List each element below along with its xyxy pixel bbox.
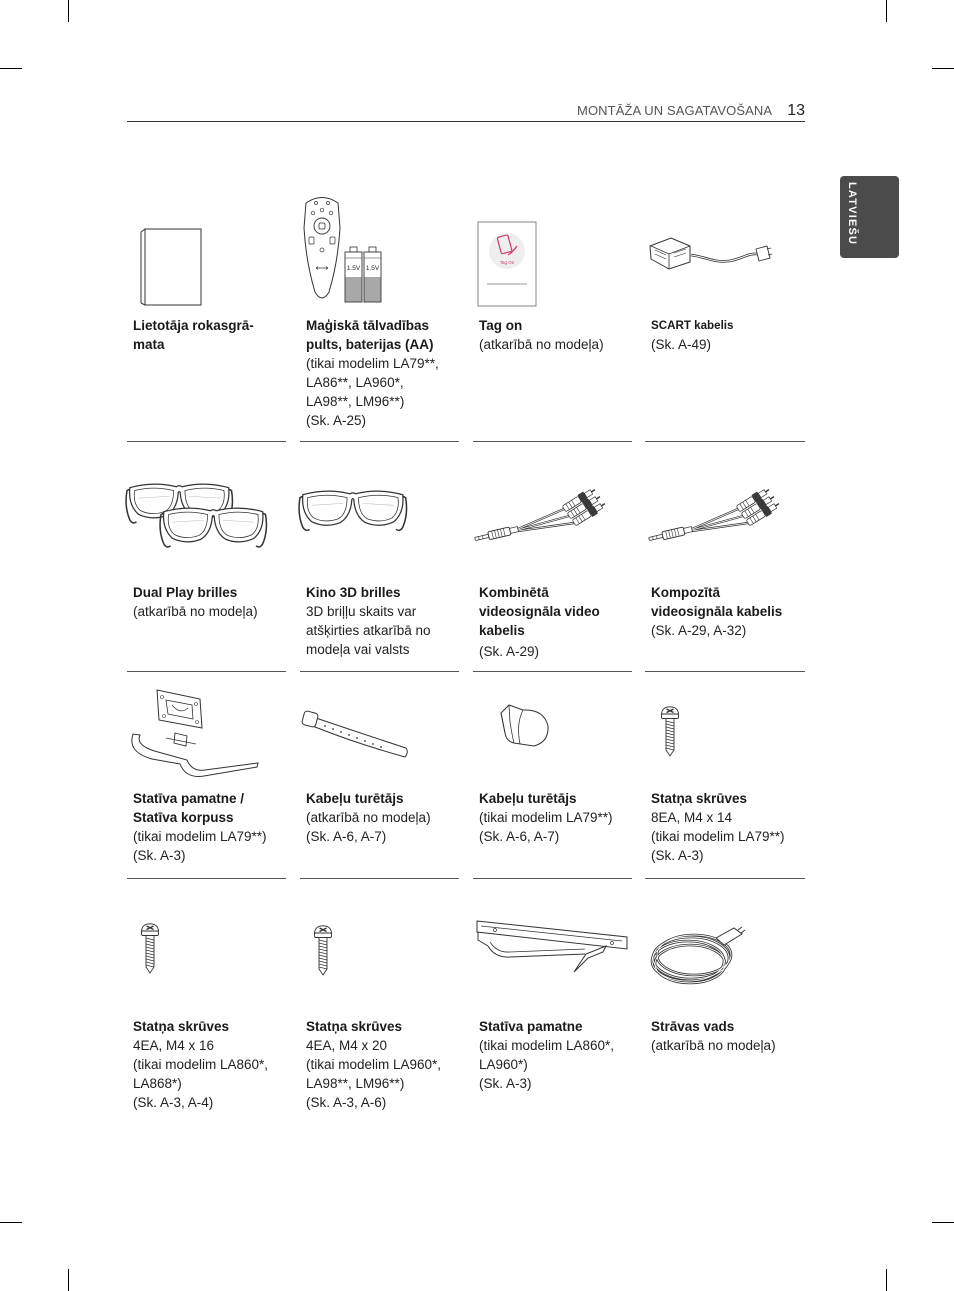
item-description: (tikai modelim LA79**) xyxy=(133,829,267,844)
battery-icon xyxy=(364,247,381,302)
item-title: mata xyxy=(133,337,165,352)
item-title: Dual Play brilles xyxy=(133,585,238,600)
item-title: Kino 3D brilles xyxy=(306,585,401,600)
cable-clip-icon xyxy=(501,705,548,746)
item-description: (Sk. A-3) xyxy=(651,848,704,863)
item-user-manual xyxy=(127,316,286,354)
item-title: Lietotāja rokasgrā- xyxy=(133,318,254,333)
item-description: (tikai modelim LA79**) xyxy=(479,810,613,825)
battery-icon xyxy=(345,247,362,302)
item-description: atšķirties atkarībā no xyxy=(306,623,431,638)
item-description: LA98**, LM96**) xyxy=(306,394,405,409)
item-title: Statīva pamatne / xyxy=(133,791,245,806)
item-magic-remote xyxy=(300,316,459,430)
item-description: (Sk. A-29) xyxy=(479,644,540,659)
glasses-icon xyxy=(160,508,266,547)
item-description: (tikai modelim LA79**, xyxy=(306,356,439,371)
screw-icon xyxy=(142,924,159,973)
item-title: SCART kabelis xyxy=(651,319,734,332)
item-description: 3D briļļu skaits var xyxy=(306,604,417,619)
item-description: (Sk. A-49) xyxy=(651,337,712,352)
row-divider xyxy=(473,878,632,879)
item-description: (tikai modelim LA860*, xyxy=(133,1057,269,1072)
magic-remote-icon xyxy=(304,198,340,299)
item-title: videosignāla kabelis xyxy=(651,604,783,619)
item-description: (Sk. A-3, A-6) xyxy=(306,1095,387,1110)
row-divider xyxy=(300,878,459,879)
item-description: (atkarībā no modeļa) xyxy=(306,810,431,825)
item-description: LA868*) xyxy=(133,1076,182,1091)
item-stand-base xyxy=(473,1017,632,1093)
item-title: Statīva korpuss xyxy=(133,810,234,825)
row-divider xyxy=(127,441,286,442)
item-title: videosignāla video xyxy=(479,604,600,619)
item-description: (tikai modelim LA79**) xyxy=(651,829,785,844)
row-divider xyxy=(127,671,286,672)
item-description: LA98**, LM96**) xyxy=(306,1076,405,1091)
item-description: (Sk. A-6, A-7) xyxy=(479,829,560,844)
item-description: 8EA, M4 x 14 xyxy=(651,810,733,825)
item-description: (atkarībā no modeļa) xyxy=(133,604,258,619)
row-divider xyxy=(300,671,459,672)
row-divider xyxy=(473,671,632,672)
item-title: kabelis xyxy=(479,623,525,638)
item-description: 4EA, M4 x 20 xyxy=(306,1038,388,1053)
language-tab-label: LATVIEŠU xyxy=(846,182,858,246)
battery-label: 1.5V xyxy=(346,265,361,272)
item-power-cord xyxy=(645,1017,804,1055)
item-description: 4EA, M4 x 16 xyxy=(133,1038,215,1053)
item-title: Kabeļu turētājs xyxy=(306,791,404,806)
scart-cable-icon xyxy=(650,238,772,269)
item-description: modeļa vai valsts xyxy=(306,642,410,657)
item-stand-screws-m4x16 xyxy=(127,1017,286,1112)
item-description: (Sk. A-3) xyxy=(133,848,186,863)
row-divider xyxy=(127,878,286,879)
screw-icon xyxy=(315,926,332,975)
item-title: Tag on xyxy=(479,318,523,333)
row-divider xyxy=(473,441,632,442)
item-title: Statņa skrūves xyxy=(651,791,748,806)
power-cord-icon xyxy=(652,927,745,983)
item-cable-holder-clip xyxy=(473,789,632,846)
item-stand-base-body xyxy=(127,789,286,865)
stand-base-body-icon xyxy=(132,690,258,777)
cable-strap-icon xyxy=(301,710,407,757)
item-description: (Sk. A-6, A-7) xyxy=(306,829,387,844)
item-description: (Sk. A-29, A-32) xyxy=(651,623,747,638)
row-divider xyxy=(645,441,805,442)
item-title: pults, baterijas (AA) xyxy=(306,337,434,352)
item-title: Kabeļu turētājs xyxy=(479,791,577,806)
item-description: (Sk. A-3) xyxy=(479,1076,532,1091)
item-description: (tikai modelim LA960*, xyxy=(306,1057,442,1072)
row-divider xyxy=(300,441,459,442)
item-title: Kompozītā xyxy=(651,585,720,600)
item-title: Kombinētā xyxy=(479,585,549,600)
item-description: LA960*) xyxy=(479,1057,528,1072)
item-stand-screws-m4x14 xyxy=(645,789,804,865)
screw-icon xyxy=(662,707,679,756)
row-divider xyxy=(645,878,805,879)
tag-on-card-label: Tag On xyxy=(499,260,515,265)
item-description: (Sk. A-25) xyxy=(306,413,367,428)
item-description: (tikai modelim LA860*, xyxy=(479,1038,615,1053)
video-cable-icon xyxy=(474,486,607,543)
row-divider xyxy=(645,671,805,672)
item-description: (Sk. A-3, A-4) xyxy=(133,1095,214,1110)
item-scart-cable xyxy=(645,316,804,354)
glasses-icon xyxy=(299,491,407,530)
item-cinema-3d-glasses xyxy=(300,583,459,659)
item-cable-holder-strap xyxy=(300,789,459,846)
item-description: (atkarībā no modeļa) xyxy=(651,1038,776,1053)
item-description: LA86**, LA960*, xyxy=(306,375,404,390)
item-composite-video-cable xyxy=(645,583,804,640)
item-title: Statņa skrūves xyxy=(133,1019,230,1034)
page-number: 13 xyxy=(787,102,805,119)
item-title: Maģiskā tālvadības xyxy=(306,318,430,333)
user-manual-icon xyxy=(141,229,201,305)
composite-cable-icon xyxy=(648,486,781,543)
item-title: Statīva pamatne xyxy=(479,1019,583,1034)
stand-base-icon xyxy=(477,921,627,972)
item-dual-play-glasses xyxy=(127,583,286,621)
item-description: (atkarībā no modeļa) xyxy=(479,337,604,352)
battery-label: 1.5V xyxy=(365,265,380,272)
item-combined-video-cable xyxy=(473,583,632,661)
item-title: Statņa skrūves xyxy=(306,1019,403,1034)
item-tag-on xyxy=(473,316,632,354)
item-title: Strāvas vads xyxy=(651,1019,735,1034)
tag-on-card-icon xyxy=(478,222,536,306)
item-stand-screws-m4x20 xyxy=(300,1017,459,1112)
section-title: MONTĀŽA UN SAGATAVOŠANA xyxy=(577,103,773,118)
